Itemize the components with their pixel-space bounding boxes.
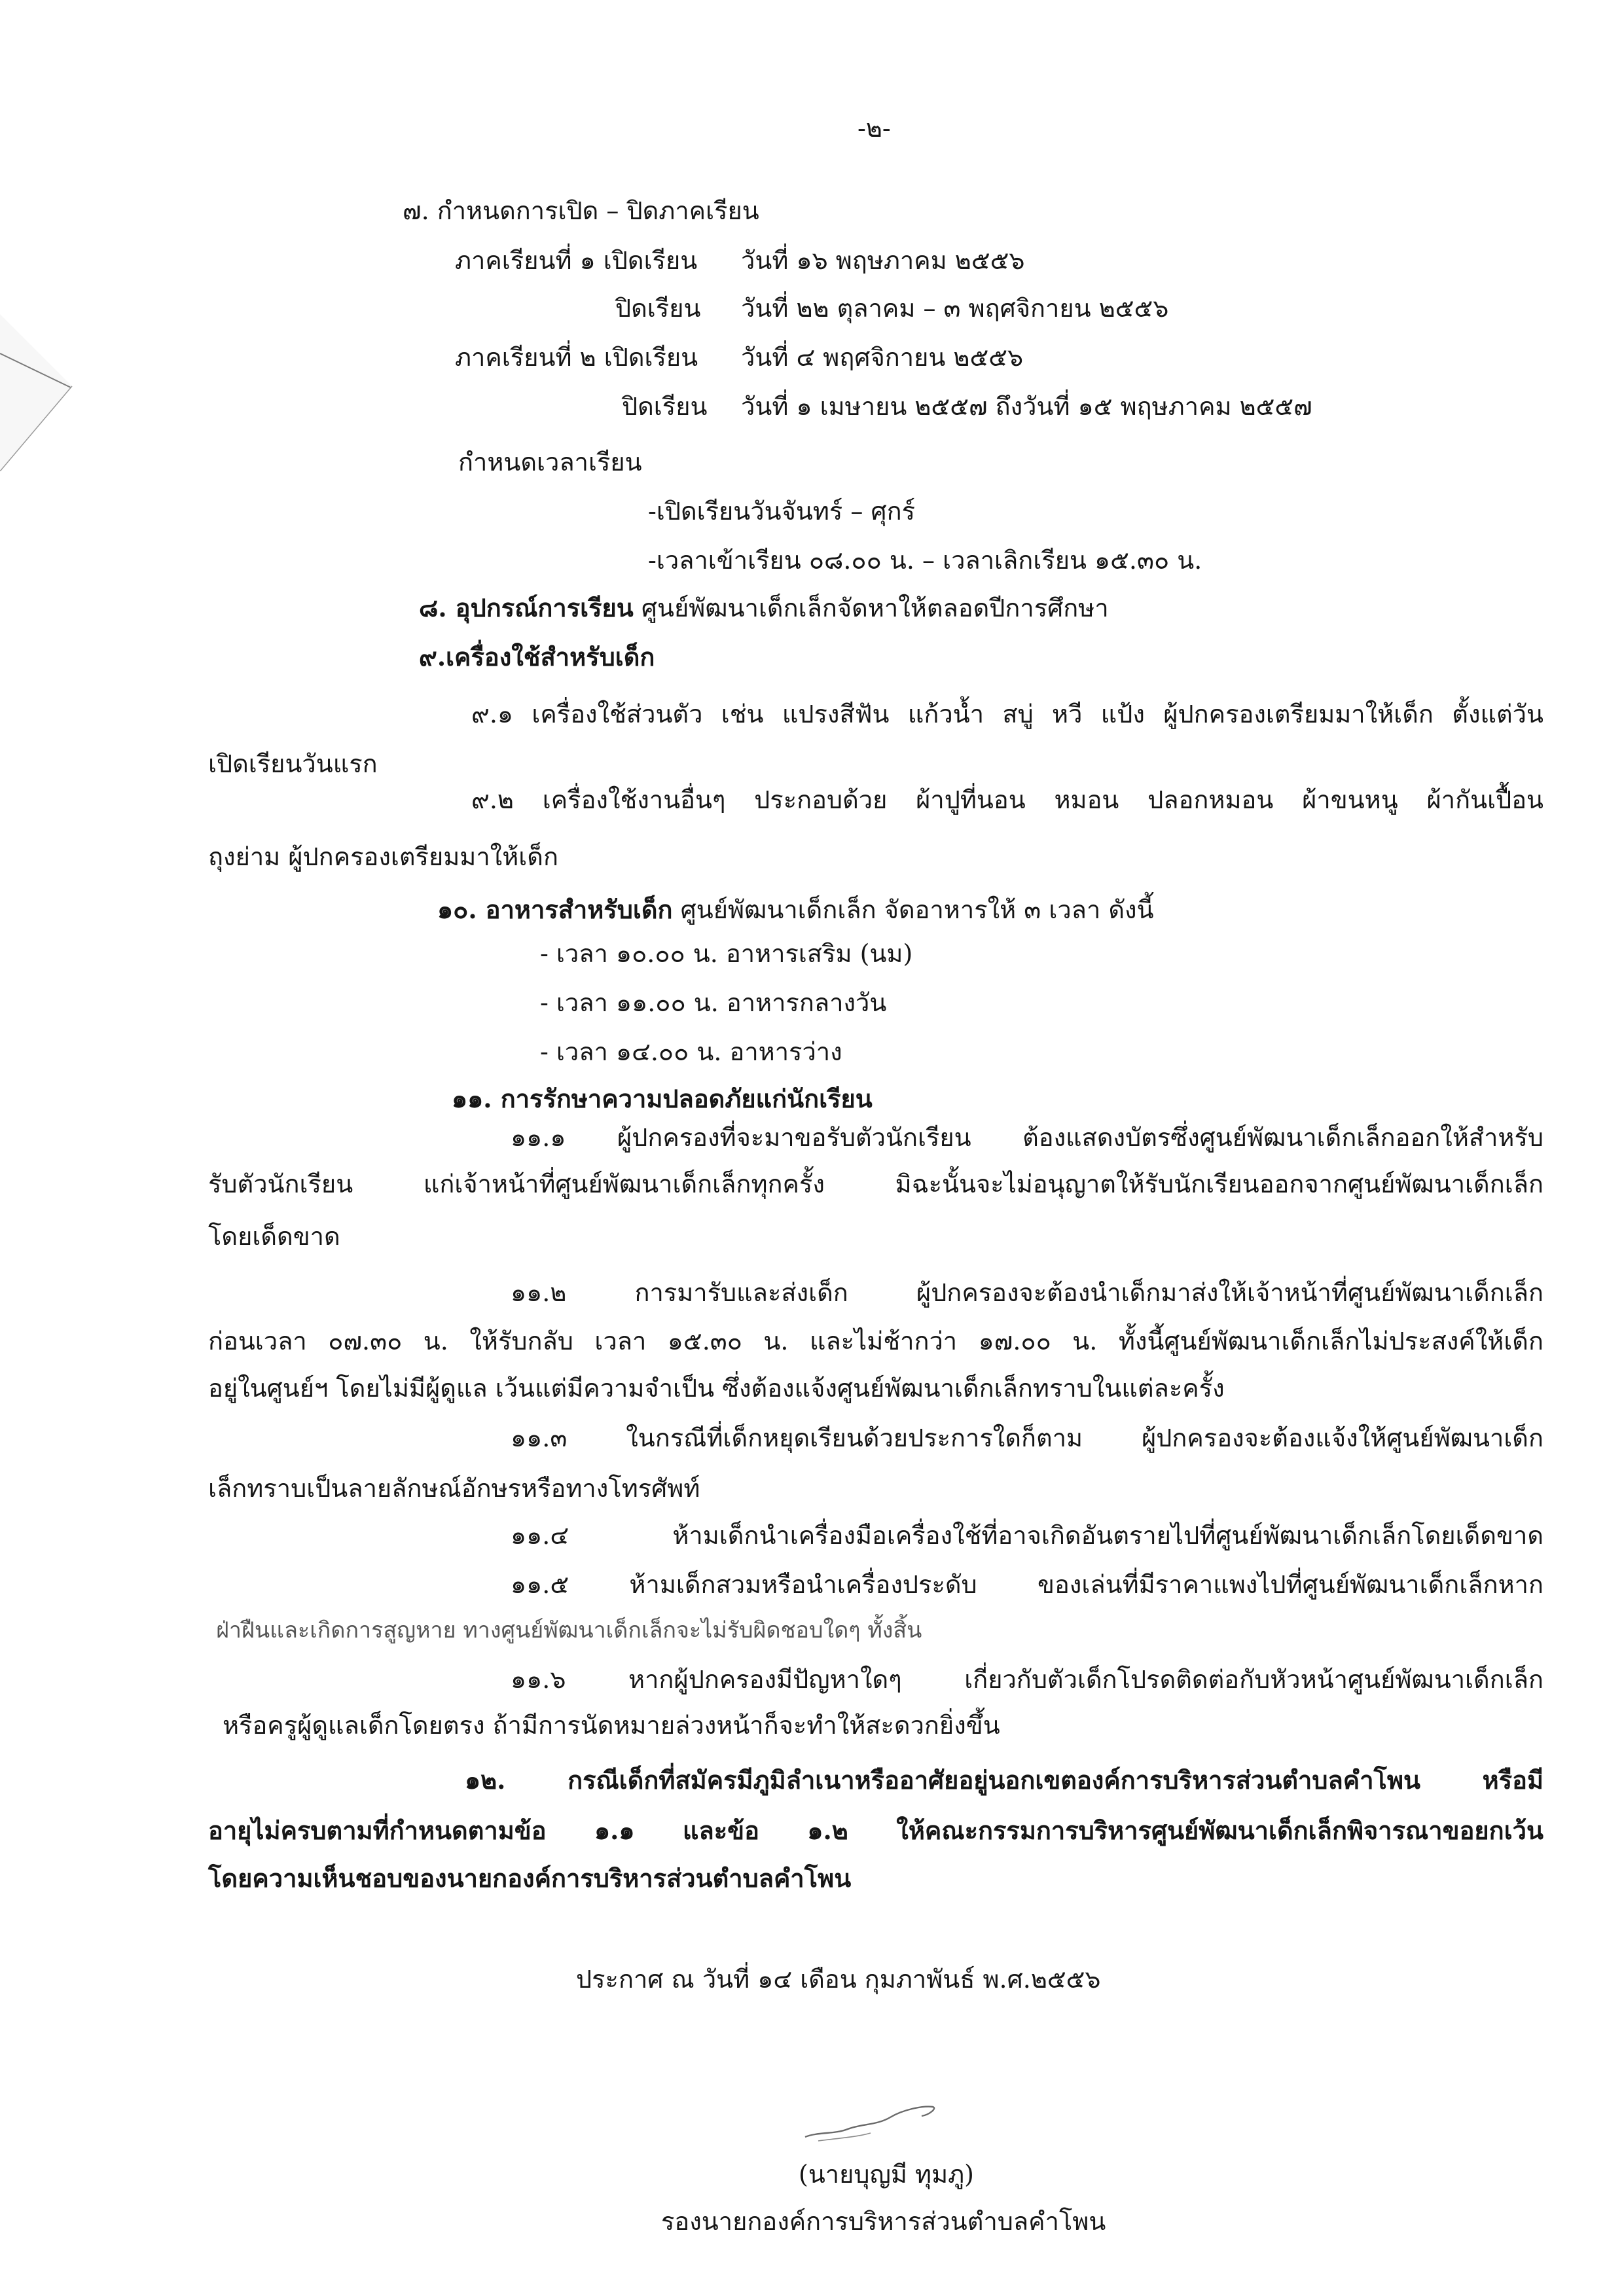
s11-p5-line1: ๑๑.๕ ห้ามเด็กสวมหรือนำเครื่องประดับ ของเล่นที่มีราคาแพงไปที่ศูนย์พัฒนาเด็กเล็กหาก: [511, 1570, 1543, 1599]
s12-line3: โดยความเห็นชอบของนายกองค์การบริหารส่วนตำบลคำโพน: [208, 1863, 852, 1893]
s11-p1-line2: รับตัวนักเรียน แก่เจ้าหน้าที่ศูนย์พัฒนาเด็กเล็กทุกครั้ง มิฉะนั้นจะไม่อนุญาตให้รับนักเรียนออกจากศูนย์พัฒนาเด็กเล็ก: [208, 1170, 1543, 1198]
s7-term2-label: ภาคเรียนที่ ๒ เปิดเรียน: [455, 343, 698, 372]
s7-term2-date: วันที่ ๔ พฤศจิกายน ๒๕๕๖: [741, 343, 1024, 372]
s10-text: ศูนย์พัฒนาเด็กเล็ก จัดอาหารให้ ๓ เวลา ดังนี้: [680, 895, 1154, 924]
s12-line2: อายุไม่ครบตามที่กำหนดตามข้อ ๑.๑ และข้อ ๑.๒ ให้คณะกรรมการบริหารศูนย์พัฒนาเด็กเล็กพิจารณาขอยกเว้น: [208, 1816, 1543, 1845]
s11-p6-line1: ๑๑.๖ หากผู้ปกครองมีปัญหาใดๆ เกี่ยวกับตัวเด็กโปรดติดต่อกับหัวหน้าศูนย์พัฒนาเด็กเล็ก: [511, 1665, 1543, 1694]
s11-p4: ๑๑.๔ ห้ามเด็กนำเครื่องมือเครื่องใช้ที่อาจเกิดอันตรายไปที่ศูนย์พัฒนาเด็กเล็กโดยเด็ดขาด: [511, 1521, 1543, 1550]
s7-schedule-heading: กำหนดเวลาเรียน: [458, 448, 642, 476]
s11-p2-line2: ก่อนเวลา ๐๗.๓๐ น. ให้รับกลับ เวลา ๑๕.๓๐ น. และไม่ช้ากว่า ๑๗.๐๐ น. ทั้งนี้ศูนย์พัฒนาเด็กเล็กไม่ประสงค์ให้เด็ก: [208, 1327, 1543, 1355]
signatory-position: รองนายกองค์การบริหารส่วนตำบลคำโพน: [661, 2207, 1106, 2236]
s9-p2-line2: ถุงย่าม ผู้ปกครองเตรียมมาให้เด็ก: [208, 842, 558, 871]
s11-p2-line3: อยู่ในศูนย์ฯ โดยไม่มีผู้ดูแล เว้นแต่มีความจำเป็น ซึ่งต้องแจ้งศูนย์พัฒนาเด็กเล็กทราบในแต่ละครั้ง: [208, 1374, 1225, 1403]
s9-heading: ๙.เครื่องใช้สำหรับเด็ก: [419, 642, 655, 672]
s11-heading: ๑๑. การรักษาความปลอดภัยแก่นักเรียน: [452, 1084, 873, 1113]
signature-mark: [799, 2091, 956, 2150]
s9-p1-line2: เปิดเรียนวันแรก: [208, 749, 378, 778]
s7-term1-label: ภาคเรียนที่ ๑ เปิดเรียน: [455, 246, 698, 275]
s12-line1: ๑๒. กรณีเด็กที่สมัครมีภูมิลำเนาหรืออาศัยอยู่นอกเขตองค์การบริหารส่วนตำบลคำโพน หรือมี: [465, 1765, 1543, 1795]
s9-p1-line1: ๙.๑ เครื่องใช้ส่วนตัว เช่น แปรงสีฟัน แก้วน้ำ สบู่ หวี แป้ง ผู้ปกครองเตรียมมาให้เด็ก ตั้งแต่วัน: [471, 700, 1543, 728]
s10-line: [437, 894, 1154, 925]
s7-heading: ๗. กำหนดการเปิด – ปิดภาคเรียน: [403, 196, 759, 225]
s11-p1-line1: ๑๑.๑ ผู้ปกครองที่จะมาขอรับตัวนักเรียน ต้องแสดงบัตรซึ่งศูนย์พัฒนาเด็กเล็กออกให้สำหรับ: [511, 1123, 1543, 1152]
s8-line: [419, 592, 1109, 624]
s7-term1-date: วันที่ ๑๖ พฤษภาคม ๒๕๕๖: [741, 246, 1025, 275]
s7-hours: -เวลาเข้าเรียน ๐๘.๐๐ น. – เวลาเลิกเรียน ๑๕.๓๐ น.: [648, 546, 1202, 575]
s10-item: - เวลา ๑๑.๐๐ น. อาหารกลางวัน: [540, 988, 887, 1017]
s10-item: - เวลา ๑๐.๐๐ น. อาหารเสริม (นม): [540, 939, 913, 968]
s10-heading: ๑๐. อาหารสำหรับเด็ก: [437, 895, 673, 924]
s7-term1-close-label: ปิดเรียน: [615, 294, 701, 323]
s7-term2-close-label: ปิดเรียน: [622, 392, 708, 421]
s11-p1-line3: โดยเด็ดขาด: [208, 1222, 340, 1251]
page-fold-mark: [0, 314, 79, 471]
announce-date: ประกาศ ณ วันที่ ๑๔ เดือน กุมภาพันธ์ พ.ศ.๒๕๕๖: [576, 1965, 1101, 1994]
s11-p5-line2: ฝ่าฝืนและเกิดการสูญหาย ทางศูนย์พัฒนาเด็กเล็กจะไม่รับผิดชอบใดๆ ทั้งสิ้น: [216, 1617, 922, 1643]
signatory-name: (นายบุญมี ทุมภู): [799, 2160, 975, 2189]
s8-heading: ๘. อุปกรณ์การเรียน: [419, 593, 634, 622]
s11-p3-line2: เล็กทราบเป็นลายลักษณ์อักษรหรือทางโทรศัพท์: [208, 1474, 700, 1503]
s11-p2-line1: ๑๑.๒ การมารับและส่งเด็ก ผู้ปกครองจะต้องนำเด็กมาส่งให้เจ้าหน้าที่ศูนย์พัฒนาเด็กเล็ก: [511, 1278, 1543, 1307]
s10-item: - เวลา ๑๔.๐๐ น. อาหารว่าง: [540, 1037, 842, 1066]
s7-term2-close-date: วันที่ ๑ เมษายน ๒๕๕๗ ถึงวันที่ ๑๕ พฤษภาคม ๒๕๕๗: [741, 392, 1312, 421]
s9-p2-line1: ๙.๒ เครื่องใช้งานอื่นๆ ประกอบด้วย ผ้าปูที่นอน หมอน ปลอกหมอน ผ้าขนหนู ผ้ากันเปื้อน: [471, 785, 1543, 814]
s8-text: ศูนย์พัฒนาเด็กเล็กจัดหาให้ตลอดปีการศึกษา: [641, 594, 1109, 622]
s7-days: -เปิดเรียนวันจันทร์ – ศุกร์: [648, 497, 915, 526]
s11-p6-line2: หรือครูผู้ดูแลเด็กโดยตรง ถ้ามีการนัดหมายล่วงหน้าก็จะทำให้สะดวกยิ่งขึ้น: [223, 1711, 1000, 1740]
s7-term1-close-date: วันที่ ๒๒ ตุลาคม – ๓ พฤศจิกายน ๒๕๕๖: [741, 294, 1169, 323]
s11-p3-line1: ๑๑.๓ ในกรณีที่เด็กหยุดเรียนด้วยประการใดก็ตาม ผู้ปกครองจะต้องแจ้งให้ศูนย์พัฒนาเด็ก: [511, 1424, 1543, 1452]
page-number: -๒-: [857, 114, 891, 143]
